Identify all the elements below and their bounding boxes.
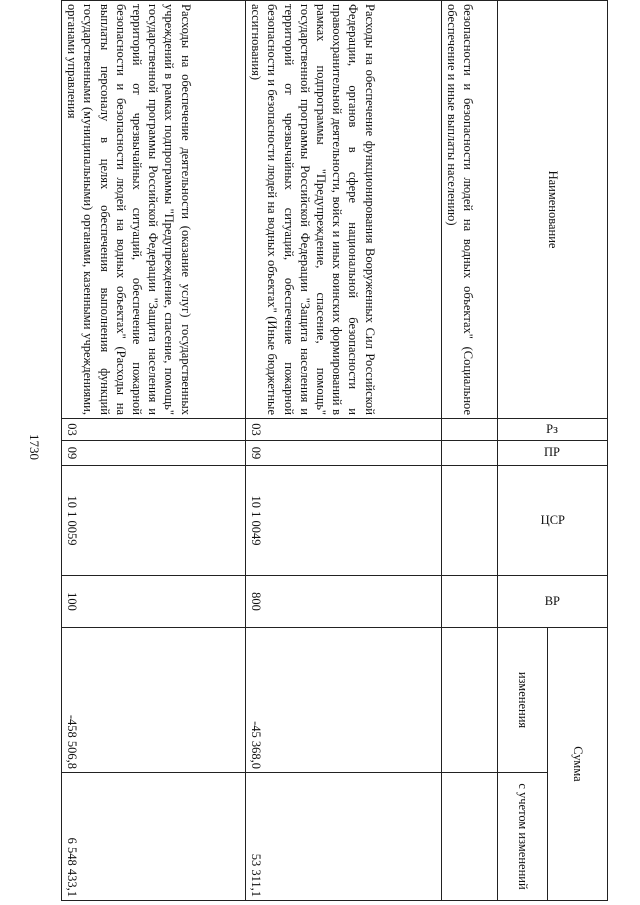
row-changes: -45 368,0 [246,628,442,773]
header-rz: Рз [498,419,608,441]
row-rz: 03 [62,419,246,441]
table-row [246,1,442,901]
row-csr [442,466,498,576]
budget-table [61,0,608,901]
row-rz: 03 [246,419,442,441]
header-pr: ПР [498,441,608,466]
row-name: безопасности и безопасности людей на водных объектах" (Социальное обеспечение и иные выплаты населению) [442,1,498,419]
rotated-page-content [60,0,608,905]
header-sum: Сумма [548,628,608,901]
row-vr: 800 [246,576,442,628]
row-changes: -458 506,8 [62,628,246,773]
row-changes [442,628,498,773]
header-name: Наименование [498,1,608,419]
row-vr [442,576,498,628]
table-row [442,1,498,901]
header-changes: изменения [498,628,548,773]
row-name: Расходы на обеспечение функционирования Вооруженных Сил Российской Федерации, органов в сфере национальной безопасности и правоохранительной деятельности, войск и иных воинских формирований в рамках подпрограммы "Предупреждение, спасение, помощь" государственной программы Российской Федерации "Защита населения и территорий от чрезвычайных ситуаций, обеспечение пожарной безопасности и безопасности людей на водных объектах" (Иные бюджетные ассигнования) [246,1,442,419]
header-csr: ЦСР [498,466,608,576]
row-pr [442,441,498,466]
row-total: 53 311,1 [246,773,442,901]
row-vr: 100 [62,576,246,628]
row-name: Расходы на обеспечение деятельности (оказание услуг) государственных учреждений в рамках подпрограммы "Предупреждение, спасение, помощь" государственной программы Российской Федерации "Защита населения и территорий от чрезвычайных ситуаций, обеспечение пожарной безопасности и безопасности людей на водных объектах" (Расходы на выплаты персоналу в целях обеспечения выполнения функций государственными (муниципальными) органами, казенными учреждениями, органами управления [62,1,246,419]
table-row [62,1,246,901]
page-number: 1730 [27,434,42,460]
row-pr: 09 [62,441,246,466]
row-total [442,773,498,901]
row-pr: 09 [246,441,442,466]
row-csr: 10 1 0059 [62,466,246,576]
row-rz [442,419,498,441]
row-csr: 10 1 0049 [246,466,442,576]
header-vr: ВР [498,576,608,628]
header-with-changes: с учетом изменений [498,773,548,901]
row-total: 6 548 433,1 [62,773,246,901]
